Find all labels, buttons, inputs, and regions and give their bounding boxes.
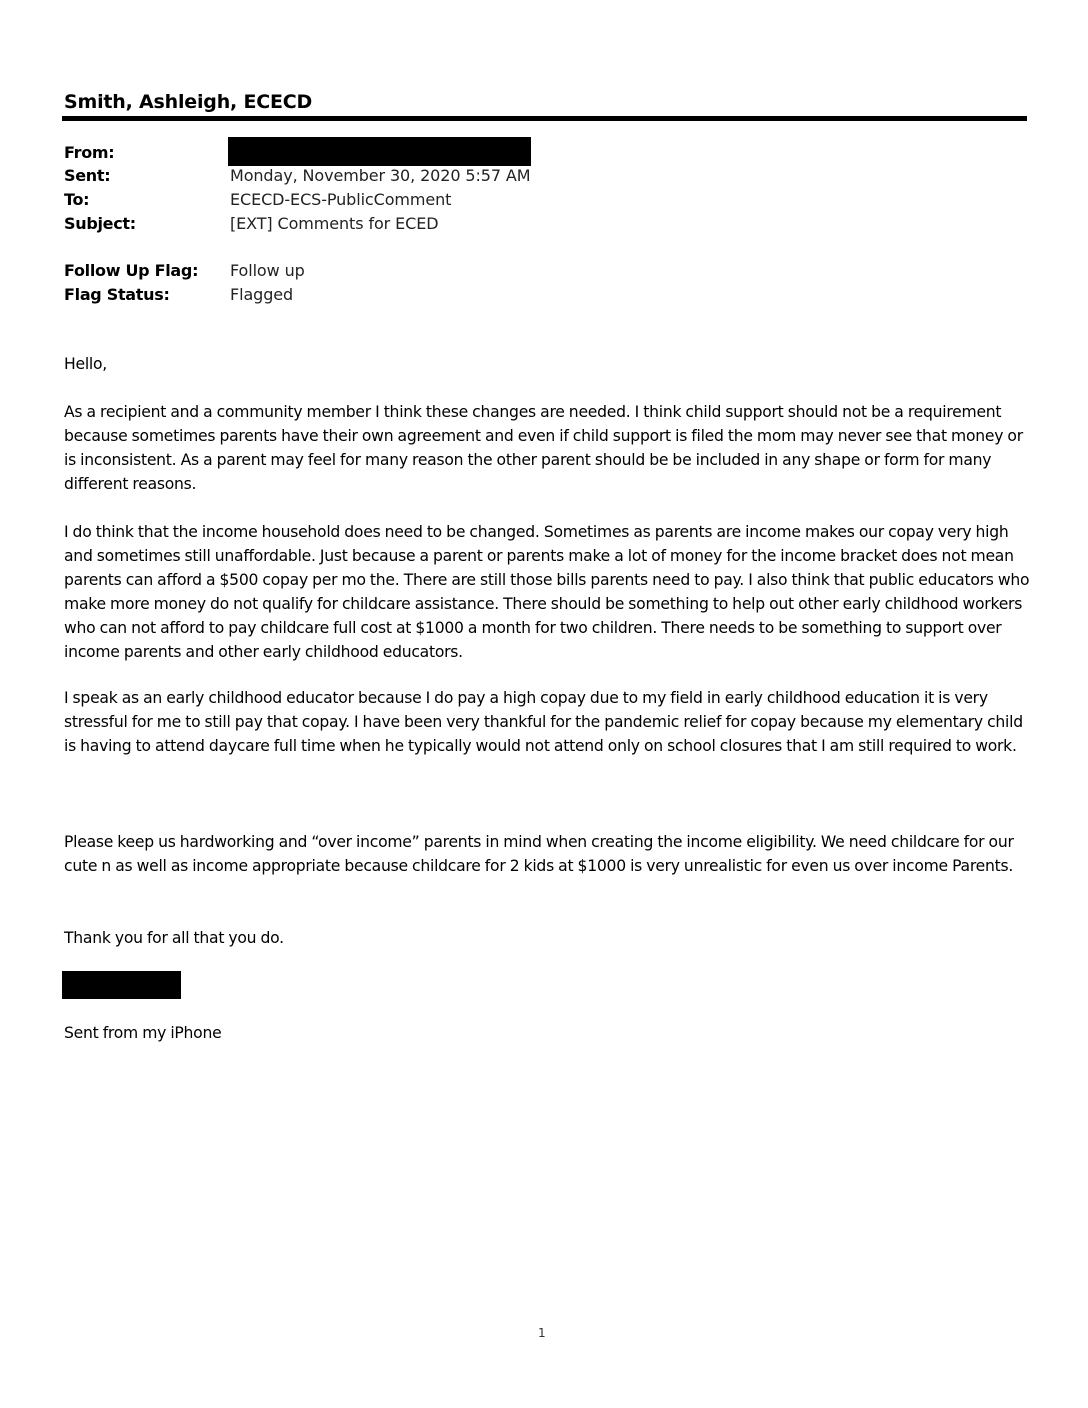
follow-up-flag-label: Follow Up Flag: — [64, 261, 199, 280]
body-paragraph-4-text: Please keep us hardworking and “over income” parents in mind when creating the income eligibility. We need childcare for our cute n as well as income appropriate because childcare for 2 kids at $1000 is very unrealistic for even us over income Parents. — [64, 833, 1014, 875]
page-number: 1 — [538, 1326, 546, 1340]
greeting: Hello, — [64, 355, 107, 373]
redacted-signature — [62, 971, 181, 999]
body-paragraph-3-text: I speak as an early childhood educator because I do pay a high copay due to my field in early childhood education it is very stressful for me to still pay that copay. I have been very thankful for the pandemic relief for copay because my elementary child is having to attend daycare full time when he typically would not attend only on school closures that I am still required to work. — [64, 689, 1023, 755]
to-value: ECECD-ECS-PublicComment — [230, 190, 452, 209]
redacted-sender — [228, 137, 531, 166]
header-divider — [62, 116, 1027, 121]
sent-value: Monday, November 30, 2020 5:57 AM — [230, 166, 531, 185]
body-paragraph-4 — [64, 830, 1032, 878]
body-paragraph-1 — [64, 400, 1032, 496]
mailbox-owner-name: Smith, Ashleigh, ECECD — [64, 91, 313, 113]
body-paragraph-3 — [64, 686, 1032, 758]
closing-line: Thank you for all that you do. — [64, 929, 284, 947]
flag-status-label: Flag Status: — [64, 285, 170, 304]
from-label: From: — [64, 143, 115, 162]
sent-label: Sent: — [64, 166, 111, 185]
body-paragraph-2 — [64, 520, 1032, 664]
flag-status-value: Flagged — [230, 285, 294, 304]
sent-from-iphone: Sent from my iPhone — [64, 1024, 222, 1042]
follow-up-flag-value: Follow up — [230, 261, 305, 280]
subject-label: Subject: — [64, 214, 136, 233]
body-paragraph-2-text: I do think that the income household does need to be changed. Sometimes as parents are income makes our copay very high and sometimes still unaffordable. Just because a parent or parents make a lot of money for the income bracket does not mean parents can afford a $500 copay per mo the. There are still those bills parents need to pay. I also think that public educators who make more money do not qualify for childcare assistance. There should be something to help out other early childhood workers who can not afford to pay childcare full cost at $1000 a month for two children. There needs to be something to support over income parents and other early childhood educators. — [64, 523, 1030, 661]
body-paragraph-1-text: As a recipient and a community member I think these changes are needed. I think child support should not be a requirement because sometimes parents have their own agreement and even if child support is filed the mom may never see that money or is inconsistent. As a parent may feel for many reason the other parent should be be included in any shape or form for many different reasons. — [64, 403, 1023, 493]
to-label: To: — [64, 190, 90, 209]
subject-value: [EXT] Comments for ECED — [230, 214, 439, 233]
